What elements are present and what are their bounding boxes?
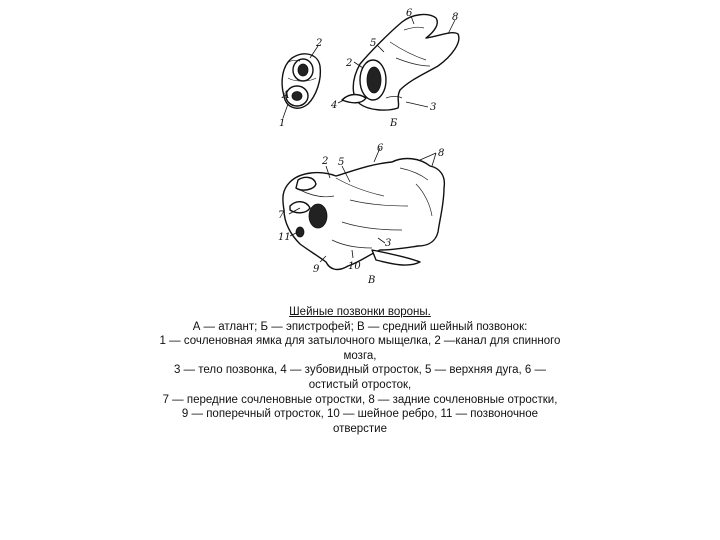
figure-caption	[110, 305, 610, 436]
label-b-4: 4	[331, 100, 338, 111]
label-c-11: 11	[278, 232, 291, 243]
epistropheus-drawing	[342, 15, 459, 111]
caption-title: Шейные позвонки вороны.	[289, 306, 431, 318]
label-b-6: 6	[406, 8, 413, 19]
caption-line: 3 — тело позвонка, 4 — зубовидный отросток, 5 — верхняя дуга, 6 —	[173, 364, 547, 377]
label-b-2: 2	[346, 58, 353, 69]
panel-label-a: А	[282, 90, 290, 101]
label-c-2: 2	[322, 156, 329, 167]
middle-vertebra-drawing	[283, 159, 444, 270]
caption-line: остистый отросток,	[308, 378, 412, 391]
label-c-10: 10	[348, 261, 361, 272]
panel-label-b: Б	[390, 118, 398, 129]
caption-line: А — атлант; Б — эпистрофей; В — средний шейный позвонок:	[192, 320, 528, 333]
label-c-8: 8	[438, 148, 445, 159]
panel-label-c: В	[368, 275, 376, 286]
label-c-6: 6	[377, 143, 384, 154]
label-c-9: 9	[313, 264, 320, 275]
caption-line: мозга,	[343, 349, 377, 362]
caption-line: 7 — передние сочленовные отростки, 8 — задние сочленовные отростки,	[162, 393, 558, 406]
caption-line: 1 — сочленовная ямка для затылочного мыщелка, 2 —канал для спинного	[159, 335, 561, 348]
label-b-3: 3	[430, 102, 437, 113]
label-b-5: 5	[370, 38, 377, 49]
caption-line: отверстие	[332, 422, 388, 435]
caption-line: 9 — поперечный отросток, 10 — шейное ребро, 11 — позвоночное	[181, 408, 539, 421]
label-a-2: 2	[316, 38, 323, 49]
label-c-5: 5	[338, 157, 345, 168]
label-c-7: 7	[278, 210, 285, 221]
label-c-3: 3	[385, 238, 392, 249]
label-b-8: 8	[452, 12, 459, 23]
label-a-1: 1	[279, 118, 286, 129]
